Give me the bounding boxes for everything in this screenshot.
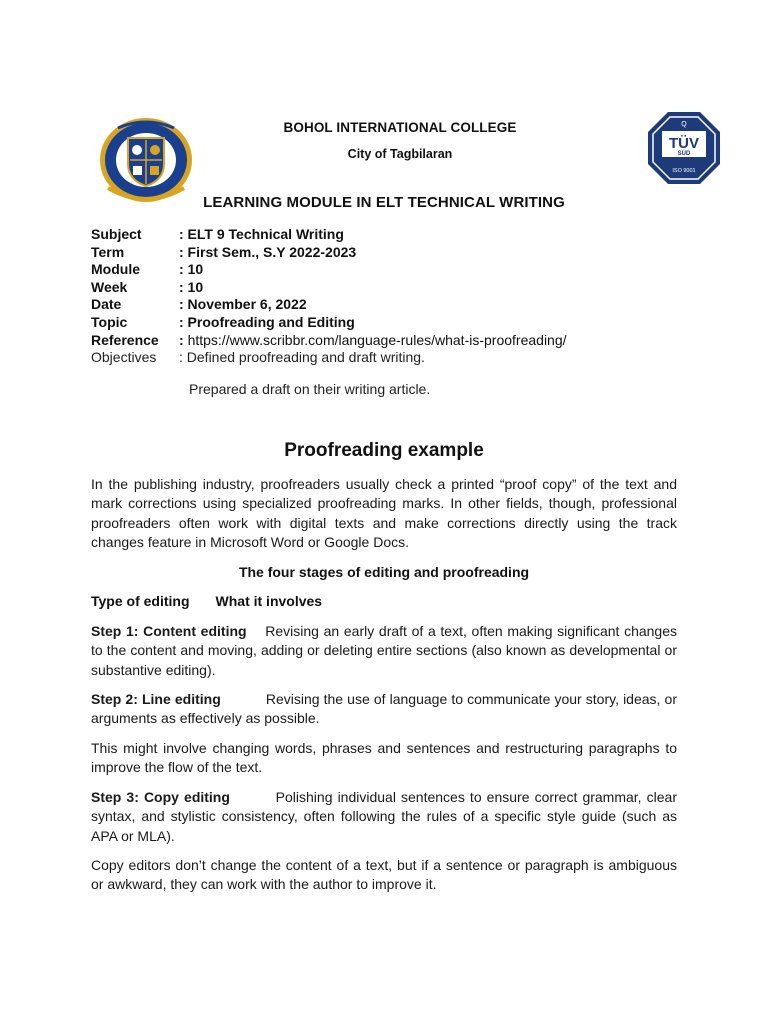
info-row-subject <box>91 226 567 244</box>
college-city: City of Tagbilaran <box>347 147 453 161</box>
info-label: Module <box>91 261 140 278</box>
tuv-certification-icon <box>646 110 722 186</box>
svg-text:SÜD: SÜD <box>677 151 691 157</box>
college-name: BOHOL INTERNATIONAL COLLEGE <box>283 120 517 135</box>
col-type-of-editing: Type of editing <box>91 593 190 609</box>
step-1-text: Revising an early draft of a text, often making significant changes to the content and moving, adding or deleting entire sections (also known as developmental or substantive editing). <box>91 623 678 678</box>
step-2-extra: This might involve changing words, phrases and sentences and restructuring paragraphs to improve the flow of the text. <box>91 740 677 776</box>
info-value: : 10 <box>179 261 204 278</box>
info-value <box>179 332 567 350</box>
section-heading: Proofreading example <box>284 440 484 461</box>
info-value: : ELT 9 Technical Writing <box>179 226 344 242</box>
info-label: Topic <box>91 313 128 330</box>
step-2-paragraph <box>91 690 677 729</box>
info-row-week <box>91 279 567 297</box>
info-label: Week <box>91 278 128 295</box>
module-info <box>91 226 567 367</box>
module-title: LEARNING MODULE IN ELT TECHNICAL WRITING <box>203 194 565 211</box>
info-label: Objectives <box>91 349 157 366</box>
reference-colon: : <box>179 331 188 348</box>
table-header <box>91 593 322 609</box>
info-label: Date <box>91 296 122 313</box>
info-value: : November 6, 2022 <box>179 296 307 313</box>
info-value: : First Sem., S.Y 2022-2023 <box>179 243 357 260</box>
col-what-it-involves: What it involves <box>215 593 323 609</box>
svg-text:TÜV: TÜV <box>669 135 699 152</box>
intro-paragraph: In the publishing industry, proofreaders usually check a printed “proof copy” of the text and mark corrections using specialized proofreading marks. In other fields, though, professional proofreaders often work with digital texts and make corrections directly using the track changes feature in Microsoft Word or Google Docs. <box>91 476 677 551</box>
info-row-module <box>91 261 567 279</box>
info-label: Subject <box>91 226 142 242</box>
info-label: Term <box>91 243 125 260</box>
info-value: : Defined proofreading and draft writing. <box>179 349 425 366</box>
info-row-topic <box>91 314 567 332</box>
step-1-paragraph <box>91 622 677 680</box>
step-1-label: Step 1: Content editing <box>91 623 247 639</box>
info-row-objectives <box>91 349 567 367</box>
info-row-term <box>91 244 567 262</box>
info-row-reference <box>91 332 567 350</box>
step-2-label: Step 2: Line editing <box>91 691 221 707</box>
svg-text:ISO 9001: ISO 9001 <box>672 168 696 174</box>
step-3-paragraph <box>91 788 677 846</box>
svg-text:Q: Q <box>681 121 687 128</box>
step-2-text: Revising the use of language to communicate your story, ideas, or arguments as effectively as possible. <box>91 691 677 727</box>
step-3-text: Polishing individual sentences to ensure correct grammar, clear syntax, and stylistic consistency, often following the rules of a specific style guide (such as APA or MLA). <box>91 789 677 844</box>
info-label: Reference <box>91 331 159 348</box>
info-value: : 10 <box>179 278 204 295</box>
info-row-date <box>91 296 567 314</box>
college-seal-icon <box>98 114 194 204</box>
objective-item: Prepared a draft on their writing article. <box>189 381 431 397</box>
reference-link[interactable]: https://www.scribbr.com/language-rules/what-is-proofreading/ <box>187 331 567 348</box>
step-3-label: Step 3: Copy editing <box>91 789 230 805</box>
step-3-extra: Copy editors don’t change the content of a text, but if a sentence or paragraph is ambiguous or awkward, they can work with the author to improve it. <box>91 857 677 893</box>
info-value: : Proofreading and Editing <box>179 313 355 330</box>
stages-heading: The four stages of editing and proofreading <box>238 564 530 580</box>
